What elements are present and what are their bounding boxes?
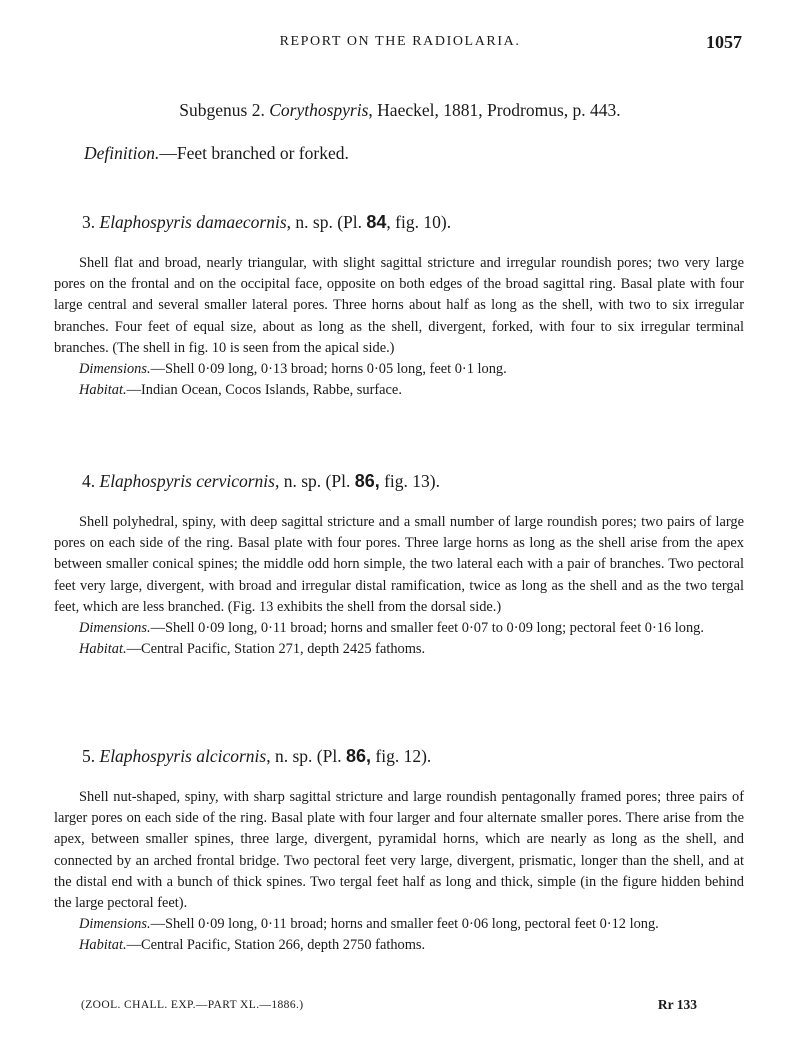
- habitat-label: Habitat.: [79, 937, 127, 954]
- species-dimensions: [54, 618, 744, 639]
- species-dimensions: [54, 914, 744, 935]
- species-name: Elaphospyris damaecornis: [99, 212, 287, 232]
- species-entry: [54, 471, 744, 660]
- subgenus-citation: , Haeckel, 1881, Prodromus, p. 443.: [368, 100, 621, 120]
- species-name: Elaphospyris alcicornis: [99, 746, 267, 766]
- dimensions-text: —Shell 0·09 long, 0·11 broad; horns and smaller feet 0·06 long, pectoral feet 0·12 long.: [150, 916, 659, 933]
- species-number: 5.: [82, 746, 96, 766]
- species-habitat: [54, 380, 744, 401]
- habitat-text: —Indian Ocean, Cocos Islands, Rabbe, surface.: [126, 382, 402, 399]
- definition: [84, 143, 349, 164]
- species-heading: [82, 746, 744, 767]
- dimensions-text: —Shell 0·09 long, 0·11 broad; horns and smaller feet 0·07 to 0·09 long; pectoral feet 0·16 long.: [150, 620, 704, 637]
- plate-number: 86,: [354, 471, 380, 491]
- habitat-label: Habitat.: [79, 382, 127, 399]
- species-description: Shell nut-shaped, spiny, with sharp sagittal stricture and large roundish pentagonally framed pores; three pairs of larger pores on each side of the ring. Basal plate with four larger and four alternate smaller pores. There arise from the apex, between smaller spines, three large, divergent, pyramidal horns, which are nearly as long as the shell, and connected by an arched frontal bridge. Two pectoral feet very large, divergent, prismatic, longer than the shell, and at the distal end with a bunch of thick spines. Two tergal feet half as long and thick, simple (in the figure hidden behind the large pectoral feet).: [54, 789, 744, 912]
- species-fig: fig. 12).: [371, 746, 432, 766]
- species-description: Shell flat and broad, nearly triangular, with slight sagittal stricture and irregular roundish pores; two very large pores on the frontal and on the occipital face, opposite on both edges of the broad sagittal ring. Basal plate with four large central and several smaller lateral pores. Three horns about half as long as the shell, with two to six irregular branches. Four feet of equal size, about as long as the shell, divergent, forked, with four to six irregular terminal branches. (The shell in fig. 10 is seen from the apical side.): [54, 255, 744, 356]
- habitat-text: —Central Pacific, Station 266, depth 2750 fathoms.: [126, 937, 426, 954]
- species-habitat: [54, 935, 744, 956]
- dimensions-label: Dimensions.: [79, 361, 151, 378]
- page-number: 1057: [706, 32, 742, 52]
- plate-number: 84: [366, 212, 387, 232]
- footer-signature: Rr 133: [657, 997, 697, 1012]
- species-fig: fig. 13).: [379, 471, 441, 491]
- species-entry: [54, 212, 744, 401]
- habitat-label: Habitat.: [79, 641, 127, 658]
- species-heading: [82, 471, 744, 492]
- dimensions-label: Dimensions.: [79, 916, 151, 933]
- footer-imprint: (ZOOL. CHALL. EXP.—PART XL.—1886.): [81, 999, 304, 1011]
- species-description: Shell polyhedral, spiny, with deep sagittal stricture and a small number of large roundish pores; two pairs of large pores on each side of the ring. Basal plate with four pores. Three large horns as long as the shell arise from the apex between smaller conical spines; the middle odd horn simple, the two lateral each with a pair of branches. Two pectoral feet very large, divergent, with broad and irregular distal ramification, twice as long as the shell and as the two tergal feet, which are less branched. (Fig. 13 exhibits the shell from the dorsal side.): [54, 514, 744, 615]
- definition-text: —Feet branched or forked.: [159, 143, 349, 163]
- species-habitat: [54, 639, 744, 660]
- dimensions-label: Dimensions.: [79, 620, 151, 637]
- species-dimensions: [54, 359, 744, 380]
- subgenus-prefix: Subgenus 2.: [179, 100, 265, 120]
- species-nsp: , n. sp. (Pl.: [266, 746, 342, 766]
- habitat-text: —Central Pacific, Station 271, depth 2425 fathoms.: [126, 641, 426, 658]
- subgenus-heading: [0, 100, 800, 121]
- species-nsp: , n. sp. (Pl.: [286, 212, 363, 232]
- plate-number: 86,: [345, 746, 371, 766]
- species-heading: [82, 212, 744, 233]
- subgenus-name: Corythospyris: [269, 100, 369, 120]
- dimensions-text: —Shell 0·09 long, 0·13 broad; horns 0·05 long, feet 0·1 long.: [150, 361, 507, 378]
- species-fig: , fig. 10).: [386, 212, 452, 232]
- running-title: REPORT ON THE RADIOLARIA.: [279, 34, 521, 49]
- species-nsp: , n. sp. (Pl.: [274, 471, 351, 491]
- definition-label: Definition.: [84, 143, 160, 163]
- species-name: Elaphospyris cervicornis: [99, 471, 275, 491]
- species-number: 4.: [82, 471, 96, 491]
- species-number: 3.: [82, 212, 96, 232]
- species-entry: [54, 746, 744, 957]
